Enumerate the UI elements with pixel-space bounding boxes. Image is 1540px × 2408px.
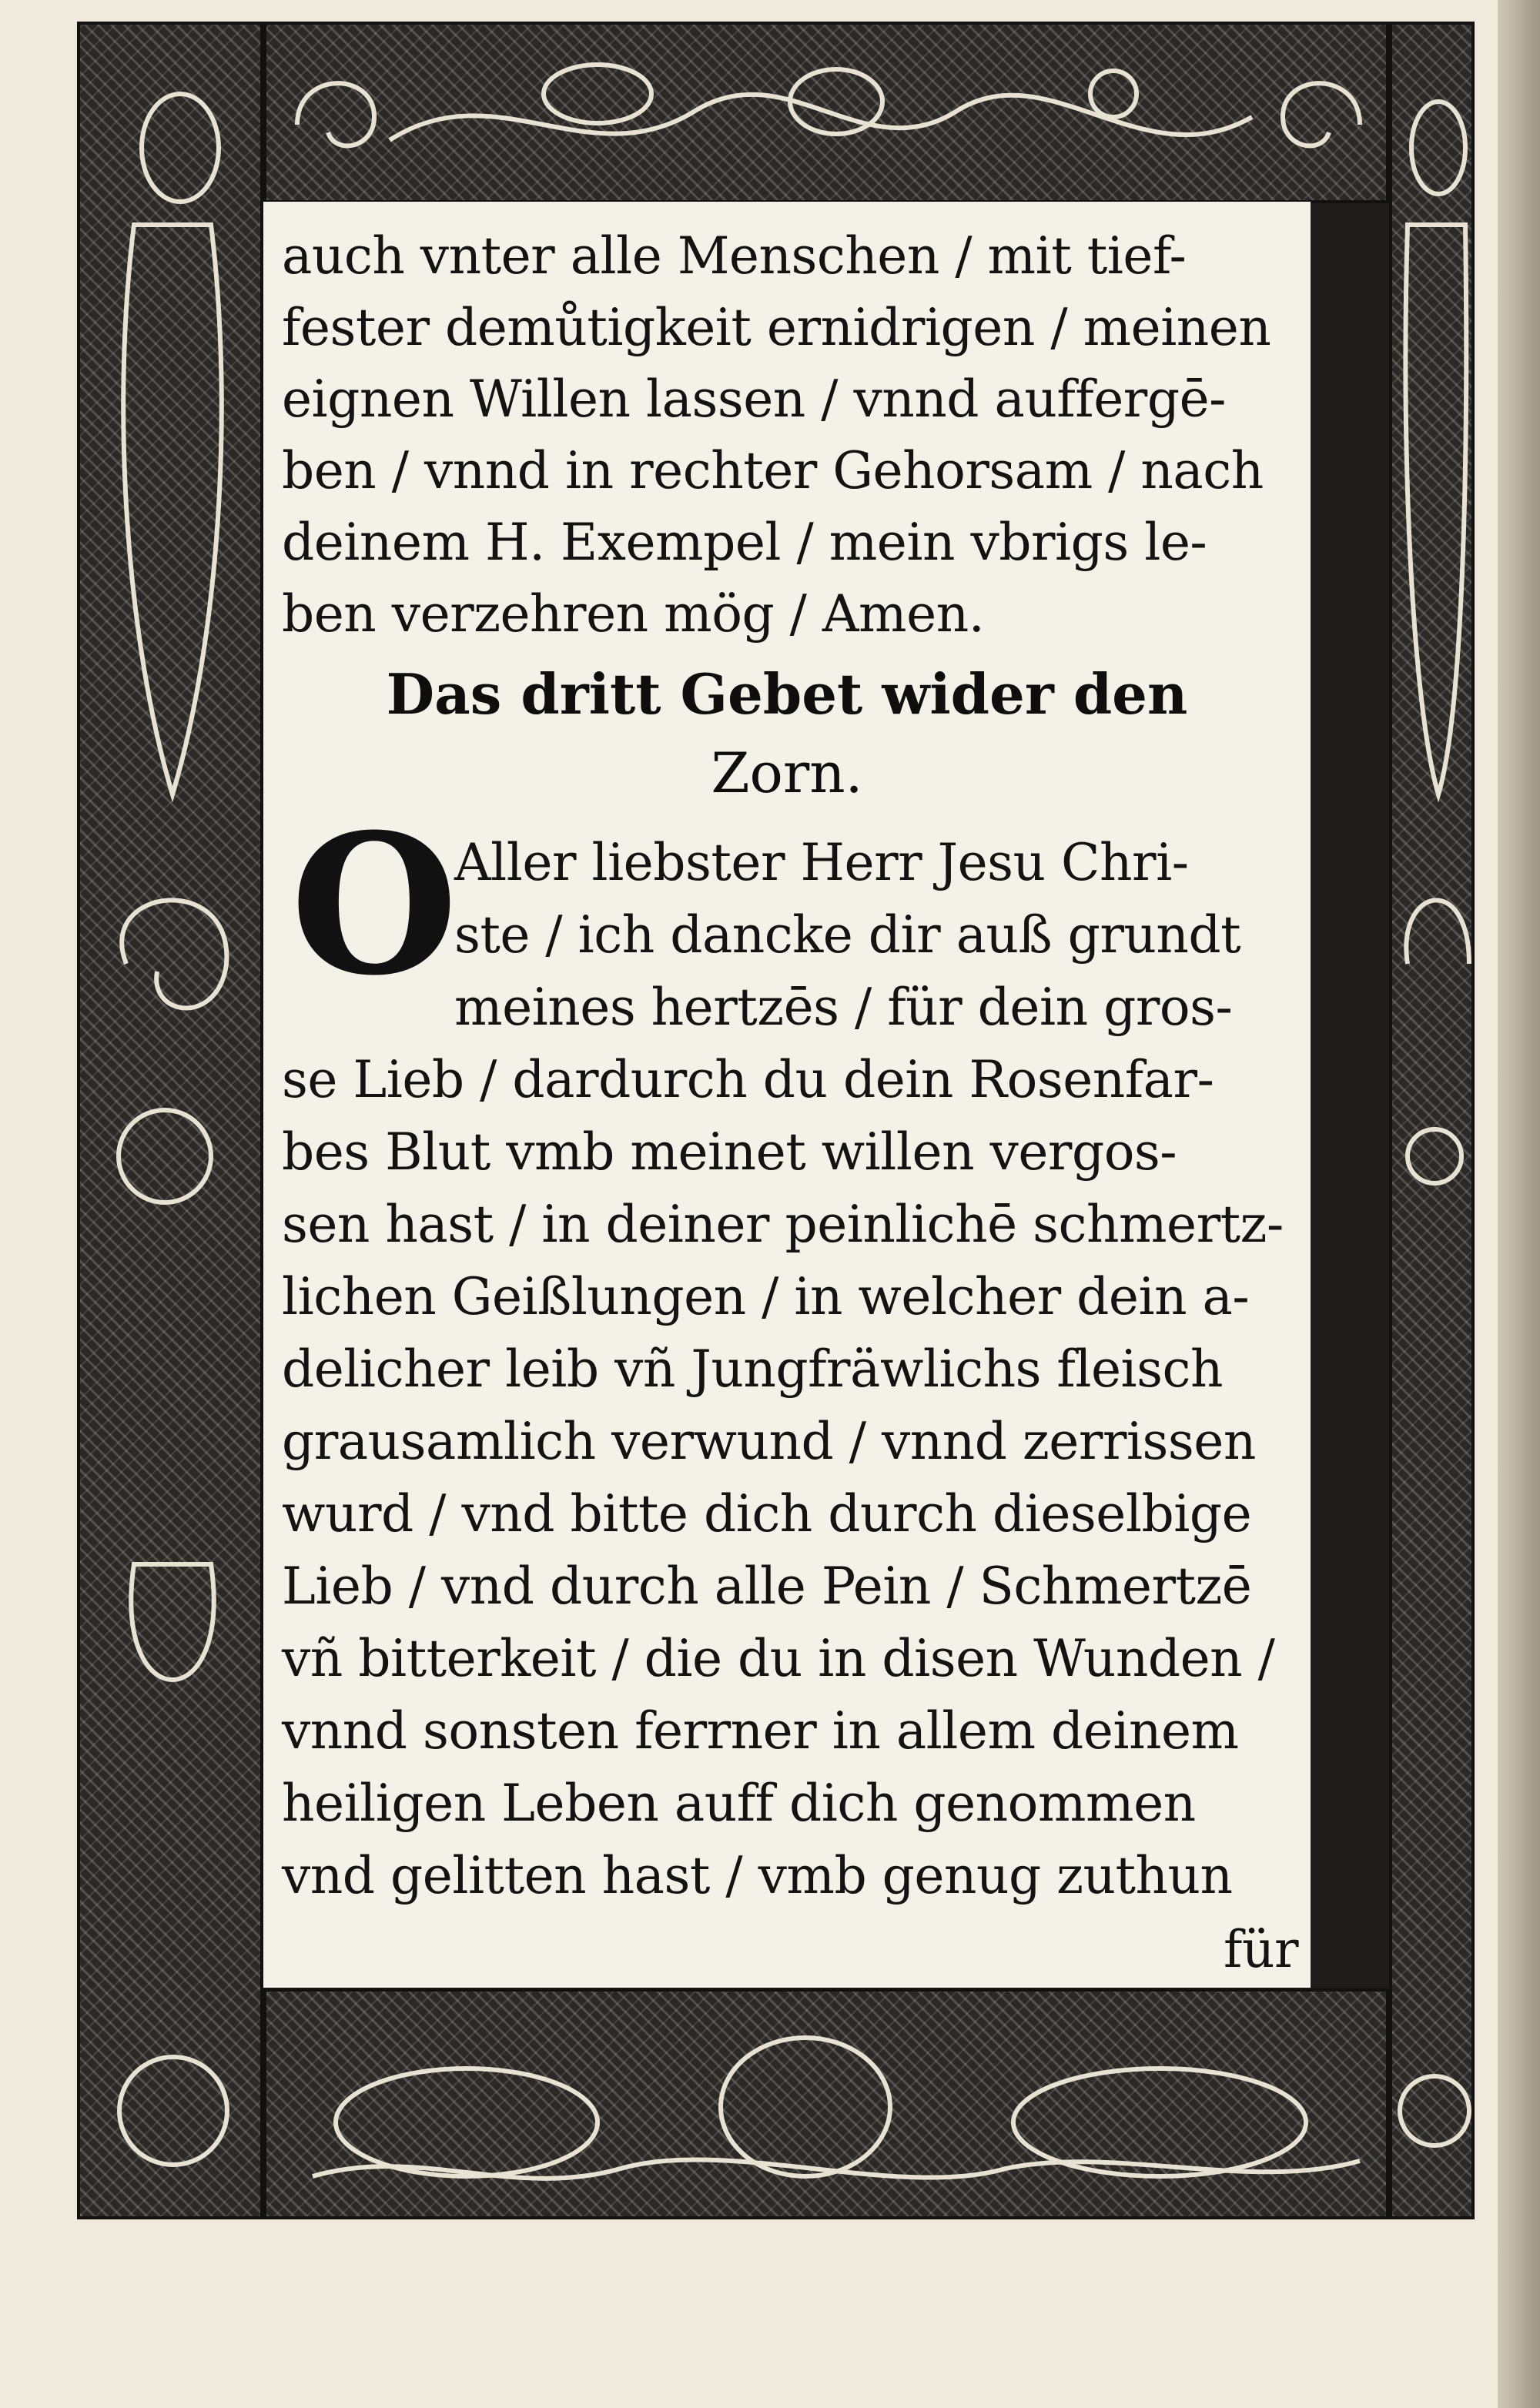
text-line: sen hast / in deiner peinlichē schmertz- [282,1195,1284,1254]
text-line: bes Blut vmb meinet willen vergos- [282,1122,1177,1182]
text-line: ste / ich dancke dir auß grundt [454,905,1241,965]
figure-ornament-icon [1392,25,1478,2222]
text-line: vñ bitterkeit / die du in disen Wunden / [282,1629,1275,1688]
right-border-band [1389,22,1475,2219]
scroll-ornament-icon [266,25,1392,206]
text-line: Lieb / vnd durch alle Pein / Schmertzē [282,1557,1252,1616]
prayer-heading-subtitle: Zorn. [711,741,863,805]
putti-ornament-icon [266,1992,1392,2222]
prayer-heading: Das dritt Gebet wider den [386,661,1188,727]
decorated-initial: O [290,791,458,1018]
text-line: wurd / vnd bitte dich durch dieselbige [282,1484,1252,1543]
bottom-border-band [263,1988,1389,2219]
text-line: se Lieb / dardurch du dein Rosenfar- [282,1050,1214,1109]
text-line: eignen Willen lassen / vnnd auffergē- [282,370,1226,429]
figure-ornament-icon [80,25,266,2222]
text-line: ben / vnnd in rechter Gehorsam / nach [282,441,1264,500]
left-border-band [77,22,263,2219]
text-line: grausamlich verwund / vnnd zerrissen [282,1412,1256,1471]
text-line: lichen Geißlungen / in welcher dein a- [282,1267,1250,1326]
text-line: ben verzehren mög / Amen. [282,584,985,644]
text-line: heiligen Leben auff dich genommen [282,1774,1196,1833]
text-line: vnd gelitten hast / vmb genug zuthun [282,1846,1233,1905]
text-line: fester demůtigkeit ernidrigen / meinen [282,298,1271,357]
text-line: Aller liebster Herr Jesu Chri- [454,833,1189,892]
text-line: meines hertzēs / für dein gros- [454,978,1233,1037]
text-line: delicher leib vñ Jungfräwlichs fleisch [282,1339,1223,1399]
text-line: deinem H. Exempel / mein vbrigs le- [282,513,1207,572]
book-gutter [1498,0,1540,2408]
text-line: auch vnter alle Menschen / mit tief- [282,226,1187,286]
top-border-band [263,22,1389,203]
text-line: vnnd sonsten ferrner in allem deinem [282,1701,1239,1761]
catchword: für [1224,1920,1298,1979]
